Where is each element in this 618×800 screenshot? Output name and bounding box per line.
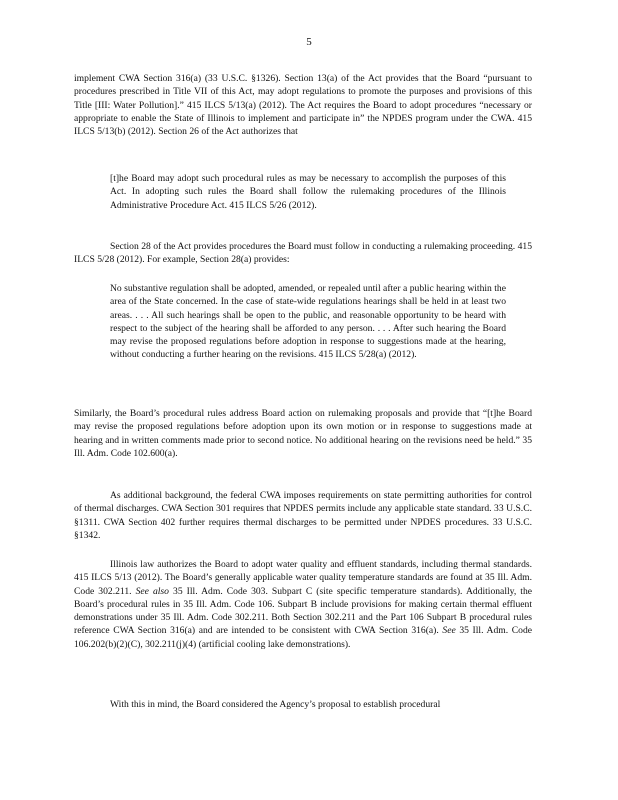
block-quote-section-28a: No substantive regulation shall be adopted, amended, or repealed until after a public hearing within the area of the State concerned. In the case of state-wide regulations hearings shall be held in at least two areas. . . . All such hearings shall be open to the public, and reasonable opportunity to be heard with respect to the subject of the hearing shall be afforded to any person. . . . After such hearing the Board may revise the proposed regulations before adoption in response to suggestions made at the hearing, without conducting a further hearing on the revisions. 415 ILCS 5/28(a) (2012). (110, 283, 506, 361)
paragraph-section-13: implement CWA Section 316(a) (33 U.S.C. §1326). Section 13(a) of the Act provides that the Board “pursuant to procedures prescribed in Title VII of this Act, may adopt regulations to promote the purposes and provisions of this Title [III: Water Pollution].” 415 ILCS 5/13(a) (2012). The Act requires the Board to adopt procedures “necessary or appropriate to enable the State of Illinois to implement and participate in” the NPDES program under the CWA. 415 ILCS 5/13(b) (2012). Section 26 of the Act authorizes that (74, 73, 532, 138)
paragraph-section-28: Section 28 of the Act provides procedures the Board must follow in conducting a rulemaking proceeding. 415 ILCS 5/28 (2012). For example, Section 28(a) provides: (74, 241, 532, 266)
paragraph-illinois-law (74, 558, 532, 651)
see-signal: See (442, 625, 456, 637)
paragraph-federal-cwa: As additional background, the federal CWA imposes requirements on state permitting authorities for control of thermal discharges. CWA Section 301 requires that NPDES permits include any applicable state standard. 33 U.S.C. §1311. CWA Section 402 further requires thermal discharges to be permitted under NPDES procedures. 33 U.S.C. §1342. (74, 490, 532, 541)
paragraph-with-this-in-mind: With this in mind, the Board considered the Agency’s proposal to establish procedural (110, 699, 441, 710)
paragraph-procedural-rules: Similarly, the Board’s procedural rules address Board action on rulemaking proposals and provide that “[t]he Board may revise the proposed regulations before adoption upon its own motion or in response to suggestions made at hearing and in written comments made prior to second notice. No additional hearing on the revisions need be held.” 35 Ill. Adm. Code 102.600(a). (74, 408, 532, 459)
illinois-law-text-3: 35 Ill. Adm. Code 106.202(b)(2)(C), 302.211(j)(4) (artificial cooling lake demonstrations). (74, 625, 533, 650)
block-quote-section-26: [t]he Board may adopt such procedural rules as may be necessary to accomplish the purposes of this Act. In adopting such rules the Board shall follow the rulemaking procedures of the Illinois Administrative Procedure Act. 415 ILCS 5/26 (2012). (110, 173, 506, 211)
see-also-signal: See also (135, 585, 169, 597)
illinois-law-text-2: 35 Ill. Adm. Code 303. Subpart C (site specific temperature standards). Additionally, the Board’s procedural rules in 35 Ill. Adm. Code 106. Subpart B include provisions for making certain thermal effluent demonstrations under 35 Ill. Adm. Code 302.211. Both Section 302.211 and the Part 106 Subpart B procedural rules reference CWA Section 316(a) and are intended to be consistent with CWA Section 316(a). (74, 585, 532, 637)
illinois-law-text-1: Illinois law authorizes the Board to adopt water quality and effluent standards, including thermal standards. 415 ILCS 5/13 (2012). The Board’s generally applicable water quality temperature standards are found at 35 Ill. Adm. Code 302.211. (74, 559, 532, 597)
page-number: 5 (306, 36, 312, 48)
